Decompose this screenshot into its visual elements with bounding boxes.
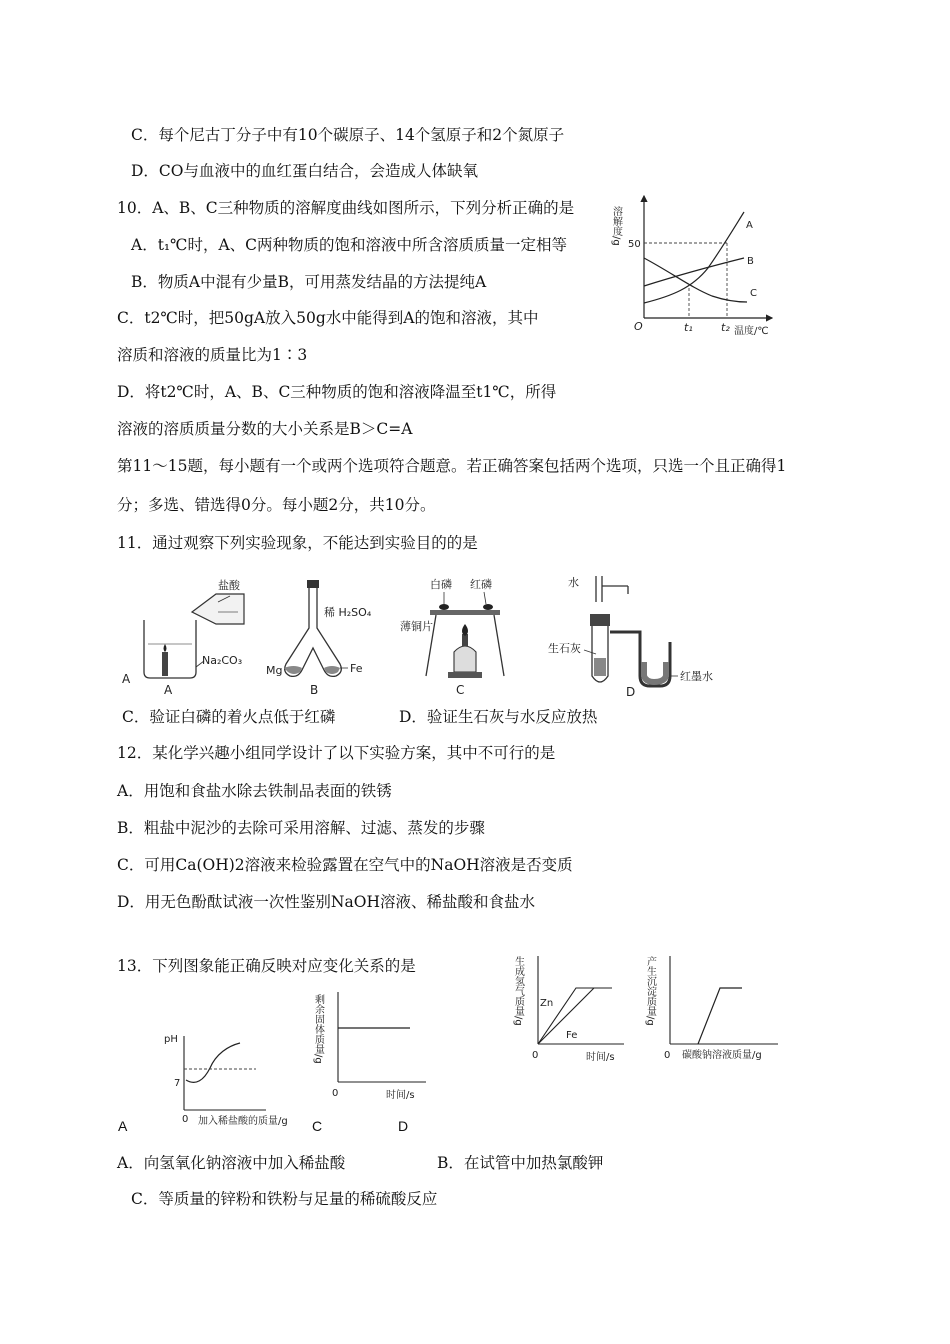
q11-option-d: D．验证生石灰与水反应放热 <box>399 708 598 726</box>
origin-label: O <box>634 320 643 333</box>
graph-d-line <box>698 988 742 1044</box>
q10-option-a: A．t₁℃时，A、C两种物质的饱和溶液中所含溶质质量一定相等 <box>131 236 568 254</box>
t1-label: t₁ <box>684 321 693 334</box>
b-fe-label: Fe <box>350 662 363 675</box>
q11-stem: 11．通过观察下列实验现象，不能达到实验目的的是 <box>117 534 478 552</box>
a-stray-label: A <box>122 672 131 686</box>
q13-graph-c <box>512 948 636 1064</box>
d-water-label: 水 <box>568 576 579 589</box>
apparatus-a <box>122 578 244 697</box>
curve-a <box>644 212 744 303</box>
x-axis-label: 温度/℃ <box>734 326 769 337</box>
q13-stem: 13．下列图象能正确反映对应变化关系的是 <box>117 957 416 975</box>
graph-a-caption: A <box>118 1118 128 1134</box>
apparatus-c <box>400 577 504 697</box>
graph-c-ylabel: 生成氢气质量/g <box>512 956 524 1026</box>
q10-option-d-cont: 溶液的溶质质量分数的大小关系是B＞C=A <box>117 420 413 438</box>
apparatus-b <box>266 580 372 697</box>
q13-graph-d <box>644 948 798 1064</box>
y-axis-label: 溶解度/g <box>610 206 622 246</box>
q12-option-c: C．可用Ca(OH)2溶液来检验露置在空气中的NaOH溶液是否变质 <box>117 856 573 874</box>
curve-c-label: C <box>750 288 757 299</box>
d-caption: D <box>626 685 636 699</box>
c-red-label: 红磷 <box>470 578 492 591</box>
q9-option-d: D．CO与血液中的血红蛋白结合，会造成人体缺氧 <box>131 162 478 180</box>
q12-option-a: A．用饱和食盐水除去铁制品表面的铁锈 <box>117 782 392 800</box>
curve-b-label: B <box>747 256 754 267</box>
graph-c-xlabel: 时间/s <box>586 1052 615 1063</box>
graph-c-fe-label: Fe <box>566 1030 578 1041</box>
graph-c-caption: C <box>312 1118 323 1134</box>
q10-option-d: D．将t2℃时，A、B、C三种物质的饱和溶液降温至t1℃，所得 <box>117 383 557 401</box>
t2-label: t₂ <box>721 321 730 334</box>
apparatus-d <box>548 575 713 699</box>
q11-apparatus-figure <box>118 572 728 698</box>
graph-a-ylabel: pH <box>164 1034 178 1045</box>
q9-option-c: C．每个尼古丁分子中有10个碳原子、14个氢原子和2个氮原子 <box>131 126 565 144</box>
a-caption: A <box>164 683 173 697</box>
q12-option-b: B．粗盐中泥沙的去除可采用溶解、过滤、蒸发的步骤 <box>117 819 485 837</box>
b-caption: B <box>310 683 319 697</box>
b-mg-label: Mg <box>266 664 283 677</box>
graph-a-seven: 7 <box>174 1078 181 1089</box>
graph-c-zn-label: Zn <box>540 998 554 1009</box>
curve-a-label: A <box>746 220 753 231</box>
q13-option-a: A．向氢氧化钠溶液中加入稀盐酸 <box>117 1154 346 1172</box>
a-acid-label: 盐酸 <box>218 579 240 592</box>
section-instruction-cont: 分；多选、错选得0分。每小题2分，共10分。 <box>117 496 436 514</box>
q13-graph-b <box>314 986 434 1102</box>
graph-b-xlabel: 时间/s <box>386 1090 415 1101</box>
q13-option-b: B．在试管中加热氯酸钾 <box>437 1154 604 1172</box>
graph-d-ylabel: 产生沉淀质量/g <box>644 956 656 1026</box>
q13-graph-a <box>160 1030 310 1130</box>
q12-option-d: D．用无色酚酞试液一次性鉴别NaOH溶液、稀盐酸和食盐水 <box>117 893 535 911</box>
graph-d-xlabel: 碳酸钠溶液质量/g <box>682 1050 762 1061</box>
graph-a-xlabel: 加入稀盐酸的质量/g <box>198 1116 288 1127</box>
d-lime-label: 生石灰 <box>548 642 581 655</box>
d-ink-label: 红墨水 <box>680 670 713 683</box>
solubility-curve-figure <box>612 188 792 340</box>
c-caption: C <box>456 683 465 697</box>
q12-stem: 12．某化学兴趣小组同学设计了以下实验方案，其中不可行的是 <box>117 744 556 762</box>
q10-option-b: B．物质A中混有少量B，可用蒸发结晶的方法提纯A <box>131 273 487 291</box>
q10-option-c: C．t2℃时，把50gA放入50g水中能得到A的饱和溶液，其中 <box>117 309 539 327</box>
c-plate-label: 薄铜片 <box>400 620 433 633</box>
graph-a-origin: 0 <box>182 1114 189 1125</box>
q13-option-c: C．等质量的锌粉和铁粉与足量的稀硫酸反应 <box>131 1190 438 1208</box>
graph-b-ylabel: 剩余固体质量/g <box>312 994 324 1064</box>
graph-d-origin: 0 <box>664 1050 671 1061</box>
graph-b-origin: 0 <box>332 1088 339 1099</box>
graph-c-origin: 0 <box>532 1050 539 1061</box>
c-white-label: 白磷 <box>430 578 452 591</box>
y-tick-50: 50 <box>628 239 641 250</box>
graph-d-caption: D <box>398 1118 409 1134</box>
graph-a-curve <box>186 1043 240 1082</box>
q11-option-c: C．验证白磷的着火点低于红磷 <box>122 708 336 726</box>
b-acid-label: 稀 H₂SO₄ <box>324 606 372 619</box>
section-instruction: 第11～15题，每小题有一个或两个选项符合题意。若正确答案包括两个选项，只选一个且正确得1 <box>117 457 787 475</box>
q10-stem: 10．A、B、C三种物质的溶解度曲线如图所示，下列分析正确的是 <box>117 199 575 217</box>
q10-option-c-cont: 溶质和溶液的质量比为1∶3 <box>117 346 308 364</box>
a-na2co3-label: Na₂CO₃ <box>202 654 243 667</box>
